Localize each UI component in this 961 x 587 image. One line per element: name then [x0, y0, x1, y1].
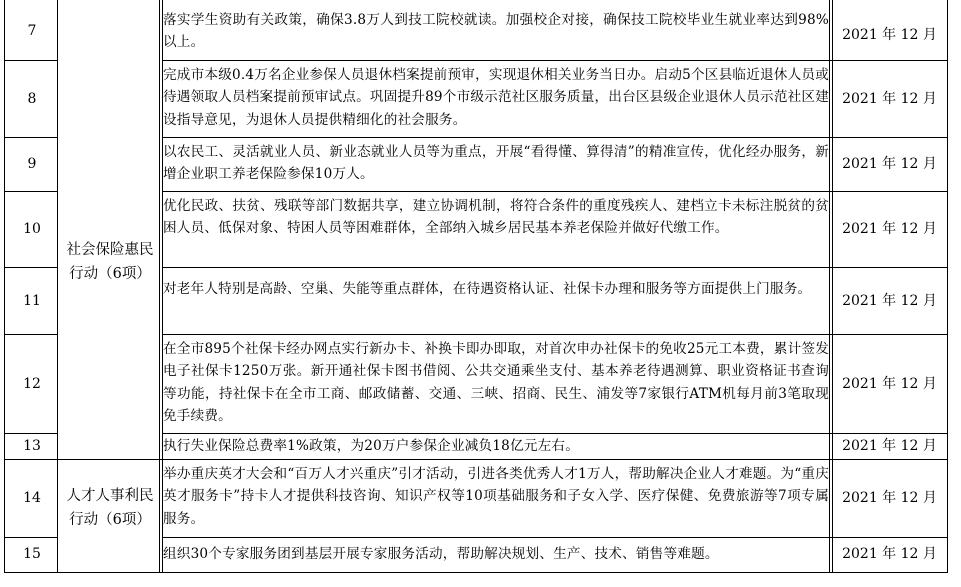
grid-line — [162, 60, 947, 61]
deadline-date: 2021 年 12 月 — [842, 490, 937, 506]
task-content: 以农民工、灵活就业人员、新业态就业人员等为重点，开展“看得懂、算得清”的精准宣传，优化经办服务，新增企业职工养老保险参保10万人。 — [163, 144, 829, 183]
grid-line — [832, 0, 833, 573]
grid-line — [4, 60, 57, 61]
grid-line — [4, 334, 57, 335]
deadline-date: 2021 年 12 月 — [842, 27, 937, 43]
task-content: 组织30个专家服务团到基层开展专家服务活动，帮助解决规划、生产、技术、销售等难题。 — [163, 546, 719, 562]
grid-line — [4, 433, 57, 434]
task-content: 优化民政、扶贫、残联等部门数据共享，建立协调机制，将符合条件的重度残疾人、建档立卡未标注脱贫的贫困人员、低保对象、特困人员等困难群体，全部纳入城乡居民基本养老保险并做好代缴工作。 — [163, 198, 829, 237]
category-label-line: 行动（6项） — [69, 512, 151, 528]
task-content: 在全市895个社保卡经办网点实行新办卡、补换卡即办即取，对首次申办社保卡的免收25元工本费，累计签发电子社保卡1250万张。新开通社保卡图书借阅、公共交通乘坐支付、基本养老待遇测算、职业资格证书查询等功能，持社保卡在全市工商、邮政储蓄、交通、三峡、招商、民生、浦发等7家银行ATM机每月前3笔取现免手续费。 — [163, 341, 829, 424]
deadline-date: 2021 年 12 月 — [842, 438, 937, 454]
row-number: 15 — [23, 546, 41, 562]
grid-line — [829, 0, 830, 573]
grid-line — [4, 267, 57, 268]
grid-line — [162, 267, 947, 268]
row-number: 14 — [23, 490, 41, 506]
deadline-date: 2021 年 12 月 — [842, 221, 937, 237]
row-number: 7 — [27, 23, 37, 39]
category-label-line: 行动（6项） — [69, 266, 151, 282]
grid-line — [947, 0, 948, 573]
category-label-line: 社会保险惠民 — [66, 242, 154, 258]
category-label — [57, 238, 163, 286]
grid-line — [162, 433, 947, 434]
task-content: 落实学生资助有关政策，确保3.8万人到技工院校就读。加强校企对接，确保技工院校毕业生就业率达到98%以上。 — [163, 12, 829, 51]
category-label — [57, 484, 163, 532]
row-number: 9 — [27, 156, 37, 172]
grid-line — [162, 537, 947, 538]
task-content: 举办重庆英才大会和“百万人才兴重庆”引才活动，引进各类优秀人才1万人，帮助解决企业人才难题。为“重庆英才服务卡”持卡人才提供科技咨询、知识产权等10项基础服务和子女入学、医疗保健、免费旅游等7项专属服务。 — [163, 466, 829, 527]
task-content: 完成市本级0.4万名企业参保人员退休档案提前预审，实现退休相关业务当日办。启动5个区县临近退休人员或待遇领取人员档案提前预审试点。巩固提升89个市级示范社区服务质量，出台区县级企业退休人员示范社区建设指导意见，为退休人员提供精细化的社会服务。 — [163, 67, 829, 128]
deadline-date: 2021 年 12 月 — [842, 376, 937, 392]
grid-line — [4, 191, 57, 192]
row-number: 8 — [27, 91, 37, 107]
grid-line — [4, 572, 947, 573]
grid-line — [4, 537, 57, 538]
grid-line — [4, 0, 5, 573]
row-number: 10 — [23, 221, 41, 237]
deadline-date: 2021 年 12 月 — [842, 293, 937, 309]
grid-line — [162, 334, 947, 335]
deadline-date: 2021 年 12 月 — [842, 546, 937, 562]
grid-line — [162, 137, 947, 138]
grid-line — [4, 459, 947, 460]
row-number: 11 — [23, 293, 41, 309]
task-content: 执行失业保险总费率1%政策，为20万户参保企业减负18亿元左右。 — [163, 438, 579, 454]
grid-line — [162, 191, 947, 192]
grid-line — [4, 137, 57, 138]
row-number: 12 — [23, 376, 41, 392]
row-number: 13 — [23, 438, 41, 454]
category-label-line: 人才人事利民 — [66, 488, 154, 504]
deadline-date: 2021 年 12 月 — [842, 156, 937, 172]
deadline-date: 2021 年 12 月 — [842, 91, 937, 107]
task-content: 对老年人特别是高龄、空巢、失能等重点群体，在待遇资格认证、社保卡办理和服务等方面提供上门服务。 — [163, 281, 812, 297]
